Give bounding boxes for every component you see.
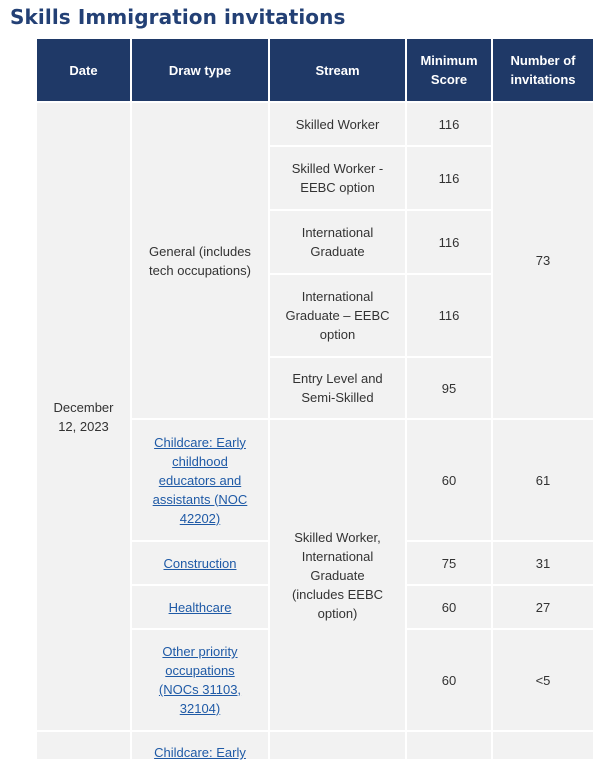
- invitations-other-priority: <5: [493, 630, 593, 730]
- invitations-table: [37, 39, 593, 759]
- next-row-invitations: [493, 732, 593, 759]
- score-skilled-worker-eebc: 116: [407, 147, 491, 209]
- header-number-of-invitations: Number of invitations: [493, 39, 593, 101]
- stream-international-graduate: International Graduate: [270, 211, 405, 273]
- score-skilled-worker: 116: [407, 103, 491, 145]
- date-cell: December 12, 2023: [37, 103, 130, 730]
- invitations-childcare: 61: [493, 420, 593, 540]
- score-other-priority: 60: [407, 630, 491, 730]
- next-row-score: [407, 732, 491, 759]
- childcare-link[interactable]: Childcare: Early childhood educators and assistants (NOC 42202): [152, 434, 248, 526]
- next-childcare-link[interactable]: Childcare: Early: [154, 745, 246, 760]
- draw-type-childcare: [132, 420, 268, 540]
- draw-type-healthcare: [132, 586, 268, 628]
- score-entry-level: 95: [407, 358, 491, 418]
- invitations-healthcare: 27: [493, 586, 593, 628]
- stream-priority: Skilled Worker, International Graduate (includes EEBC option): [270, 420, 405, 730]
- invitations-general: 73: [493, 103, 593, 418]
- score-healthcare: 60: [407, 586, 491, 628]
- header-minimum-score: Minimum Score: [407, 39, 491, 101]
- score-construction: 75: [407, 542, 491, 584]
- next-row-draw-type: [132, 732, 268, 759]
- invitations-construction: 31: [493, 542, 593, 584]
- stream-international-graduate-eebc: International Graduate – EEBC option: [270, 275, 405, 356]
- stream-entry-level: Entry Level and Semi-Skilled: [270, 358, 405, 418]
- stream-skilled-worker: Skilled Worker: [270, 103, 405, 145]
- score-international-graduate: 116: [407, 211, 491, 273]
- header-draw-type: Draw type: [132, 39, 268, 101]
- healthcare-link[interactable]: Healthcare: [168, 599, 232, 615]
- score-childcare: 60: [407, 420, 491, 540]
- other-priority-link[interactable]: Other priority occupations (NOCs 31103, 32104): [158, 644, 242, 716]
- next-row-stream: [270, 732, 405, 759]
- stream-skilled-worker-eebc: Skilled Worker - EEBC option: [270, 147, 405, 209]
- score-international-graduate-eebc: 116: [407, 275, 491, 356]
- header-date: Date: [37, 39, 130, 101]
- page-title: Skills Immigration invitations: [10, 5, 346, 29]
- draw-type-construction: [132, 542, 268, 584]
- next-row-date: [37, 732, 130, 759]
- construction-link[interactable]: Construction: [163, 555, 237, 571]
- draw-type-other-priority: [132, 630, 268, 730]
- draw-type-general: General (includes tech occupations): [132, 103, 268, 418]
- header-stream: Stream: [270, 39, 405, 101]
